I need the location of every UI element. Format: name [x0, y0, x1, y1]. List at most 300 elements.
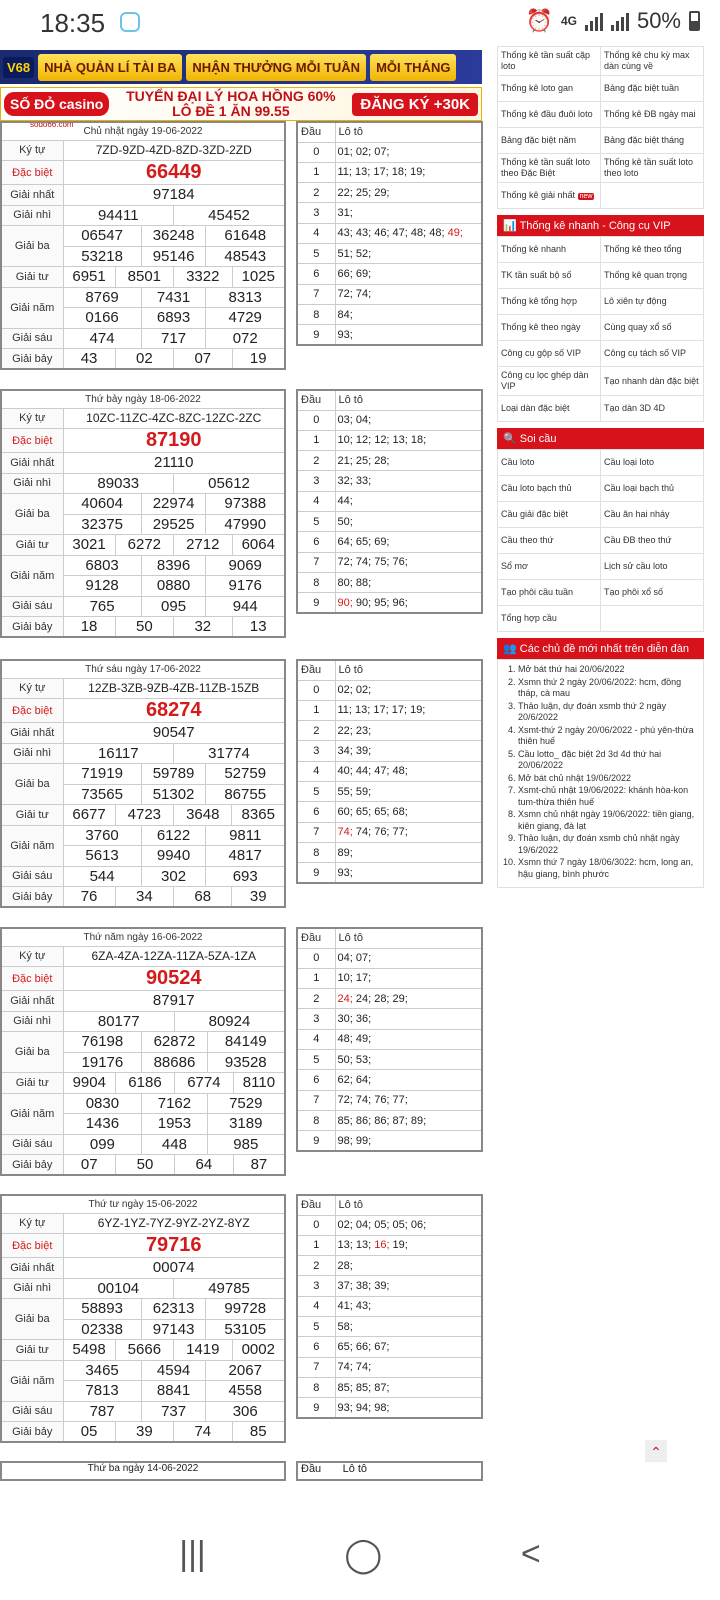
dau-header: Đầu	[297, 390, 335, 410]
section-header-soicau: 🔍 Soi cầu	[497, 428, 704, 449]
sidebar-link[interactable]: Thống kê tần suất loto theo Đặc Biệt	[498, 154, 601, 183]
forum-topic-link[interactable]: 9. Thảo luận, dự đoán xsmb chủ nhật ngày 19/6/2022	[518, 833, 699, 856]
prize-number: 448	[142, 1134, 207, 1155]
row-label: Ký tự	[1, 140, 63, 161]
banner-url: sodo66.com	[30, 120, 74, 129]
prize-number: 944	[206, 596, 285, 617]
prize-number: 52759	[206, 764, 285, 785]
loto-values: 11; 13; 17; 17; 19;	[335, 700, 482, 720]
row-label: Giải nhì	[1, 205, 63, 226]
prize-number: 5613	[63, 846, 141, 867]
sidebar-link[interactable]: Thống kê tần suất cặp loto	[498, 47, 601, 76]
forum-topic-link[interactable]: 6. Mở bát chủ nhật 19/06/2022	[518, 773, 699, 785]
row-label: Giải nhất	[1, 723, 63, 744]
sidebar-link[interactable]: Cầu loto bạch thủ	[498, 476, 601, 502]
prize-number: 5666	[115, 1340, 173, 1361]
prize-number: 71919	[63, 764, 141, 785]
prize-number: 43	[63, 349, 115, 370]
prize-number: 97143	[141, 1319, 206, 1340]
forum-topics-list	[497, 659, 704, 888]
prize-number: 47990	[206, 514, 285, 535]
prize-number: 48543	[206, 246, 285, 267]
prize-number: 9811	[206, 825, 285, 846]
result-table	[0, 659, 286, 908]
stats-links-grid	[497, 46, 704, 209]
prize-number: 39	[232, 887, 285, 908]
special-prize: 87190	[63, 429, 285, 453]
loto-values: 10; 17;	[335, 968, 482, 988]
dau-digit: 7	[297, 822, 335, 842]
register-cta: ĐĂNG KÝ +30K	[352, 93, 478, 116]
dau-header: Đầu	[297, 1195, 335, 1215]
prize-number: 5498	[63, 1340, 115, 1361]
dau-digit: 5	[297, 1316, 335, 1336]
ky-tu: 6YZ-1YZ-7YZ-9YZ-2YZ-8YZ	[63, 1213, 285, 1234]
dau-digit: 0	[297, 680, 335, 700]
row-label: Giải tư	[1, 805, 63, 826]
row-label: Giải tư	[1, 1073, 63, 1094]
row-label: Giải sáu	[1, 328, 63, 349]
loto-table	[296, 927, 483, 1152]
prize-number: 80924	[174, 1011, 285, 1032]
row-label: Giải ba	[1, 226, 63, 267]
dau-digit: 1	[297, 968, 335, 988]
loto-values: 21; 25; 28;	[335, 451, 482, 471]
prize-number: 6893	[141, 308, 206, 329]
loto-values: 50;	[335, 511, 482, 531]
result-date: Thứ bảy ngày 18-06-2022	[1, 390, 285, 408]
prize-number: 6186	[116, 1073, 175, 1094]
banner-line1: TUYỂN ĐẠI LÝ HOA HỒNG 60%	[126, 88, 336, 104]
section-title: Soi cầu	[519, 433, 557, 445]
row-label: Giải năm	[1, 1093, 63, 1134]
loto-values: 80; 88;	[335, 572, 482, 592]
sidebar-link[interactable]: Thống kê chu kỳ max dàn cùng về	[601, 47, 704, 76]
app-notification-icon	[120, 12, 140, 32]
dau-digit: 0	[297, 142, 335, 162]
loto-values: 93;	[335, 863, 482, 883]
prize-number: 6272	[115, 535, 173, 556]
result-date: Thứ ba ngày 14-06-2022	[0, 1461, 286, 1481]
forum-topic-link[interactable]: 7. Xsmt-chủ nhật 19/06/2022: khánh hòa-kon tum-thừa thiên huế	[518, 785, 699, 808]
prize-number: 40604	[63, 494, 141, 515]
dau-digit: 6	[297, 264, 335, 284]
prize-number: 94411	[63, 205, 174, 226]
forum-topic-link[interactable]: 3. Thảo luận, dự đoán xsmb thứ 2 ngày 20/6/2022	[518, 701, 699, 724]
signal-icon	[585, 11, 603, 31]
prize-number: 7162	[142, 1093, 207, 1114]
prize-number: 84149	[207, 1032, 285, 1053]
row-label: Giải năm	[1, 555, 63, 596]
row-label: Giải nhì	[1, 1278, 63, 1299]
prize-number: 21110	[63, 453, 285, 474]
prize-number: 9940	[141, 846, 206, 867]
sidebar-link[interactable]: Cầu ĐB theo thứ	[601, 528, 704, 554]
signal-icon-2	[611, 11, 629, 31]
sidebar-link[interactable]: Tạo nhanh dàn đặc biệt	[601, 367, 704, 396]
forum-topic-link[interactable]: 10. Xsmn thứ 7 ngày 18/06/3022: hcm, long an, hậu giang, bình phước	[518, 857, 699, 880]
prize-number: 3189	[207, 1114, 285, 1135]
prize-number: 45452	[174, 205, 285, 226]
sidebar-link[interactable]: Bảng đặc biệt năm	[498, 128, 601, 154]
dau-digit: 3	[297, 741, 335, 761]
dau-header: Đầu Lô tô	[296, 1461, 483, 1481]
prize-number: 85	[232, 1422, 285, 1443]
dau-digit: 8	[297, 304, 335, 324]
prize-number: 13	[232, 617, 285, 638]
forum-topic-link[interactable]: 2. Xsmn thứ 2 ngày 20/06/2022: hcm, đồng tháp, cà mau	[518, 677, 699, 700]
sidebar-link[interactable]: Bảng đặc biệt tháng	[601, 128, 704, 154]
prize-number: 9069	[206, 555, 285, 576]
dau-digit: 2	[297, 1256, 335, 1276]
prize-number: 9128	[63, 576, 141, 597]
dau-digit: 5	[297, 781, 335, 801]
dau-digit: 6	[297, 802, 335, 822]
sidebar-link[interactable]: Thống kê tổng hợp	[498, 289, 601, 315]
section-title: Thống kê nhanh - Công cụ VIP	[519, 220, 671, 232]
prize-number: 07	[174, 349, 232, 370]
prize-number: 474	[63, 328, 141, 349]
sidebar-link[interactable]: Thống kê giải nhất new	[498, 183, 601, 209]
loto-header: Lô tô	[335, 390, 482, 410]
sidebar-link[interactable]: Cầu loại loto	[601, 450, 704, 476]
prize-number: 53218	[63, 246, 141, 267]
prize-number: 6951	[63, 267, 115, 288]
section-header-vip: 📊 Thống kê nhanh - Công cụ VIP	[497, 215, 704, 236]
ky-tu: 7ZD-9ZD-4ZD-8ZD-3ZD-2ZD	[63, 140, 285, 161]
result-table	[0, 927, 286, 1176]
prize-number: 0830	[63, 1093, 142, 1114]
android-nav-bar	[0, 1509, 720, 1600]
prize-number: 8841	[141, 1381, 206, 1402]
dau-digit: 0	[297, 1215, 335, 1235]
loto-values: 90; 90; 95; 96;	[335, 593, 482, 613]
dau-digit: 6	[297, 1070, 335, 1090]
battery-icon	[689, 11, 700, 31]
sidebar-link[interactable]: Bảng đặc biệt tuần	[601, 76, 704, 102]
prize-number: 9904	[63, 1073, 116, 1094]
soicau-links-grid	[497, 449, 704, 632]
alarm-icon: ⏰	[525, 8, 553, 33]
prize-number: 6677	[63, 805, 115, 826]
loto-values: 03; 04;	[335, 410, 482, 430]
row-label: Giải năm	[1, 825, 63, 866]
sodo-logo: SỐ ĐỎ casino	[4, 92, 109, 116]
loto-values: 98; 99;	[335, 1131, 482, 1151]
loto-values: 43; 43; 46; 47; 48; 48; 49;	[335, 223, 482, 243]
prize-number: 19	[232, 349, 285, 370]
prize-number: 99728	[206, 1299, 285, 1320]
dau-digit: 4	[297, 223, 335, 243]
forum-topic-link[interactable]: 4. Xsmt-thứ 2 ngày 20/06/2022 - phú yên-thừa thiên huế	[518, 725, 699, 748]
sidebar-link[interactable]: Sổ mơ	[498, 554, 601, 580]
sidebar-link[interactable]: Lịch sử cầu loto	[601, 554, 704, 580]
prize-number: 0880	[141, 576, 206, 597]
row-label: Giải nhất	[1, 185, 63, 206]
loto-values: 04; 07;	[335, 948, 482, 968]
prize-number: 4723	[115, 805, 173, 826]
prize-number: 34	[115, 887, 173, 908]
row-label: Giải nhì	[1, 473, 63, 494]
forum-topic-link[interactable]: 1. Mở bát thứ hai 20/06/2022	[518, 664, 699, 676]
banner-item: NHÀ QUẢN LÍ TÀI BA	[38, 54, 182, 81]
row-label: Đặc biệt	[1, 699, 63, 723]
row-label: Giải nhất	[1, 453, 63, 474]
sidebar-link[interactable]: Công cụ gộp số VIP	[498, 341, 601, 367]
loto-values: 40; 44; 47; 48;	[335, 761, 482, 781]
prize-number: 05	[63, 1422, 115, 1443]
back-icon[interactable]: <	[520, 1535, 541, 1573]
loto-values: 48; 49;	[335, 1029, 482, 1049]
sidebar-link[interactable]: Thống kê ĐB ngày mai	[601, 102, 704, 128]
prize-number: 8501	[115, 267, 173, 288]
sidebar-link[interactable]: Thống kê loto gan	[498, 76, 601, 102]
prize-number: 93528	[207, 1052, 285, 1073]
row-label: Đặc biệt	[1, 161, 63, 185]
prize-number: 05612	[174, 473, 285, 494]
loto-values: 32; 33;	[335, 471, 482, 491]
loto-values: 58;	[335, 1316, 482, 1336]
dau-header: Đầu	[297, 660, 335, 680]
prize-number: 787	[63, 1401, 141, 1422]
prize-number: 2067	[206, 1360, 285, 1381]
loto-values: 65; 66; 67;	[335, 1337, 482, 1357]
prize-number: 1025	[232, 267, 285, 288]
loto-values: 01; 02; 07;	[335, 142, 482, 162]
prize-number: 19176	[63, 1052, 142, 1073]
loto-values: 64; 65; 69;	[335, 532, 482, 552]
dau-digit: 0	[297, 410, 335, 430]
sidebar-link[interactable]: Tạo phôi cầu tuần	[498, 580, 601, 606]
prize-number: 4558	[206, 1381, 285, 1402]
loto-values: 85; 86; 86; 87; 89;	[335, 1110, 482, 1130]
new-badge: new	[579, 192, 593, 200]
sidebar-link[interactable]: Tổng hợp cầu	[498, 606, 601, 632]
loto-values: 72; 74; 76; 77;	[335, 1090, 482, 1110]
prize-number: 06547	[63, 226, 141, 247]
sidebar-link[interactable]: Cầu loại bạch thủ	[601, 476, 704, 502]
prize-number: 4817	[206, 846, 285, 867]
loto-values: 66; 69;	[335, 264, 482, 284]
loto-values: 93; 94; 98;	[335, 1398, 482, 1418]
loto-values: 30; 36;	[335, 1009, 482, 1029]
dau-digit: 9	[297, 1398, 335, 1418]
loto-header: Lô tô	[335, 1195, 482, 1215]
sidebar-link[interactable]: Thống kê tần suất loto theo loto	[601, 154, 704, 183]
loto-values: 31;	[335, 203, 482, 223]
prize-number: 64	[174, 1155, 233, 1176]
prize-number: 00074	[63, 1258, 285, 1279]
row-label: Giải bảy	[1, 349, 63, 370]
forum-topic-link[interactable]: 8. Xsmn chủ nhật ngày 19/06/2022: tiền giang, kiên giang, đà lạt	[518, 809, 699, 832]
ky-tu: 10ZC-11ZC-4ZC-8ZC-12ZC-2ZC	[63, 408, 285, 429]
sidebar-link[interactable]: Cầu theo thứ	[498, 528, 601, 554]
row-label: Giải tư	[1, 267, 63, 288]
prize-number: 302	[141, 866, 206, 887]
dau-digit: 5	[297, 511, 335, 531]
loto-values: 22; 25; 29;	[335, 183, 482, 203]
dau-digit: 3	[297, 1276, 335, 1296]
result-date: Thứ tư ngày 15-06-2022	[1, 1195, 285, 1213]
loto-table	[296, 389, 483, 614]
prize-number: 49785	[174, 1278, 285, 1299]
prize-number: 80177	[63, 1011, 174, 1032]
banner-item: MỖI THÁNG	[370, 54, 456, 81]
loto-values: 85; 85; 87;	[335, 1377, 482, 1397]
prize-number: 4729	[206, 308, 285, 329]
row-label: Đặc biệt	[1, 429, 63, 453]
dau-digit: 0	[297, 948, 335, 968]
sidebar-link[interactable]: Loại dàn đặc biệt	[498, 396, 601, 422]
prize-number: 2712	[174, 535, 232, 556]
row-label: Giải ba	[1, 1299, 63, 1340]
prize-number: 8110	[233, 1073, 285, 1094]
dau-digit: 2	[297, 721, 335, 741]
loto-values: 41; 43;	[335, 1296, 482, 1316]
prize-number: 7529	[207, 1093, 285, 1114]
prize-number: 02338	[63, 1319, 141, 1340]
section-header-forum: 👥 Các chủ đề mới nhất trên diễn đàn	[497, 638, 704, 659]
result-table	[0, 121, 286, 370]
prize-number: 97184	[63, 185, 285, 206]
dau-digit: 1	[297, 700, 335, 720]
loto-values: 62; 64;	[335, 1070, 482, 1090]
section-title: Các chủ đề mới nhất trên diễn đàn	[519, 643, 690, 655]
prize-number: 8365	[232, 805, 285, 826]
dau-digit: 6	[297, 532, 335, 552]
prize-number: 4594	[141, 1360, 206, 1381]
sidebar-link[interactable]: Cầu giải đặc biệt	[498, 502, 601, 528]
prize-number: 76198	[63, 1032, 142, 1053]
sidebar-link[interactable]: Tạo dàn 3D 4D	[601, 396, 704, 422]
prize-number: 36248	[141, 226, 206, 247]
prize-number: 8396	[141, 555, 206, 576]
network-label: 4G	[560, 14, 577, 28]
prize-number: 737	[141, 1401, 206, 1422]
dau-digit: 9	[297, 325, 335, 345]
loto-table	[296, 1194, 483, 1419]
sidebar-link[interactable]: Thống kê nhanh	[498, 237, 601, 263]
forum-topic-link[interactable]: 5. Cầu lotto_ đặc biệt 2d 3d 4d thứ hai 20/06/2022	[518, 749, 699, 772]
recents-icon[interactable]: |||	[179, 1535, 206, 1573]
prize-number: 39	[115, 1422, 173, 1443]
loto-values: 50; 53;	[335, 1049, 482, 1069]
row-label: Giải bảy	[1, 887, 63, 908]
loto-table	[296, 659, 483, 884]
dau-digit: 9	[297, 1131, 335, 1151]
loto-header: Lô tô	[335, 122, 482, 142]
prize-number: 095	[141, 596, 206, 617]
dau-digit: 8	[297, 842, 335, 862]
prize-number: 95146	[141, 246, 206, 267]
sidebar-link[interactable]: TK tần suất bộ số	[498, 263, 601, 289]
ad-banner-v68[interactable]	[0, 50, 482, 84]
status-bar	[0, 0, 720, 46]
prize-number: 3322	[174, 267, 232, 288]
sidebar-link[interactable]: Công cụ lọc ghép dàn VIP	[498, 367, 601, 396]
row-label: Đặc biệt	[1, 967, 63, 991]
row-label: Giải sáu	[1, 596, 63, 617]
loto-values: 02; 04; 05; 05; 06;	[335, 1215, 482, 1235]
prize-number: 73565	[63, 784, 141, 805]
row-label: Giải nhì	[1, 743, 63, 764]
row-label: Giải ba	[1, 1032, 63, 1073]
prize-number: 32375	[63, 514, 141, 535]
prize-number: 765	[63, 596, 141, 617]
dau-digit: 2	[297, 989, 335, 1009]
row-label: Giải bảy	[1, 617, 63, 638]
status-time: 18:35	[40, 8, 106, 38]
prize-number: 3648	[174, 805, 232, 826]
sidebar-link[interactable]: Lô xiên tự động	[601, 289, 704, 315]
dau-digit: 3	[297, 1009, 335, 1029]
sidebar-link[interactable]: Thống kê quan trọng	[601, 263, 704, 289]
sidebar-link[interactable]: Thống kê theo tổng	[601, 237, 704, 263]
sidebar-link[interactable]: Thống kê đầu đuôi loto	[498, 102, 601, 128]
prize-number: 86755	[206, 784, 285, 805]
dau-digit: 6	[297, 1337, 335, 1357]
dau-digit: 8	[297, 572, 335, 592]
result-date: Thứ năm ngày 16-06-2022	[1, 928, 285, 946]
dau-digit: 7	[297, 1090, 335, 1110]
prize-number: 90547	[63, 723, 285, 744]
dau-digit: 2	[297, 183, 335, 203]
prize-number: 6064	[232, 535, 285, 556]
dau-digit: 9	[297, 593, 335, 613]
dau-digit: 9	[297, 863, 335, 883]
dau-digit: 1	[297, 162, 335, 182]
loto-values: 34; 39;	[335, 741, 482, 761]
prize-number: 51302	[141, 784, 206, 805]
special-prize: 66449	[63, 161, 285, 185]
sidebar-link	[601, 606, 704, 632]
prize-number: 6774	[174, 1073, 233, 1094]
scroll-to-top-button[interactable]: ⌃	[645, 1440, 667, 1462]
prize-number: 61648	[206, 226, 285, 247]
dau-digit: 2	[297, 451, 335, 471]
prize-number: 1953	[142, 1114, 207, 1135]
sidebar-link[interactable]: Tạo phôi xổ số	[601, 580, 704, 606]
banner-text	[113, 89, 348, 119]
home-icon[interactable]: ◯	[344, 1535, 383, 1574]
v68-logo: V68	[3, 57, 34, 78]
loto-values: 22; 23;	[335, 721, 482, 741]
result-table	[0, 389, 286, 638]
loto-values: 13; 13; 16; 19;	[335, 1235, 482, 1255]
prize-number: 6122	[141, 825, 206, 846]
ad-banner-sodo[interactable]	[0, 87, 482, 121]
dau-digit: 4	[297, 1029, 335, 1049]
prize-number: 29525	[141, 514, 206, 535]
prize-number: 07	[63, 1155, 116, 1176]
prize-number: 59789	[141, 764, 206, 785]
sidebar-link[interactable]: Cầu ăn hai nháy	[601, 502, 704, 528]
sidebar-link[interactable]: Cầu loto	[498, 450, 601, 476]
prize-number: 32	[174, 617, 232, 638]
loto-values: 60; 65; 65; 68;	[335, 802, 482, 822]
dau-digit: 4	[297, 491, 335, 511]
prize-number: 00104	[63, 1278, 174, 1299]
sidebar-link[interactable]: Công cụ tách số VIP	[601, 341, 704, 367]
sidebar-link[interactable]: Thống kê theo ngày	[498, 315, 601, 341]
prize-number: 1436	[63, 1114, 142, 1135]
row-label: Giải tư	[1, 535, 63, 556]
row-label: Giải năm	[1, 1360, 63, 1401]
dau-digit: 3	[297, 471, 335, 491]
prize-number: 16117	[63, 743, 174, 764]
sidebar-link[interactable]: Cùng quay xổ số	[601, 315, 704, 341]
prize-number: 072	[206, 328, 285, 349]
